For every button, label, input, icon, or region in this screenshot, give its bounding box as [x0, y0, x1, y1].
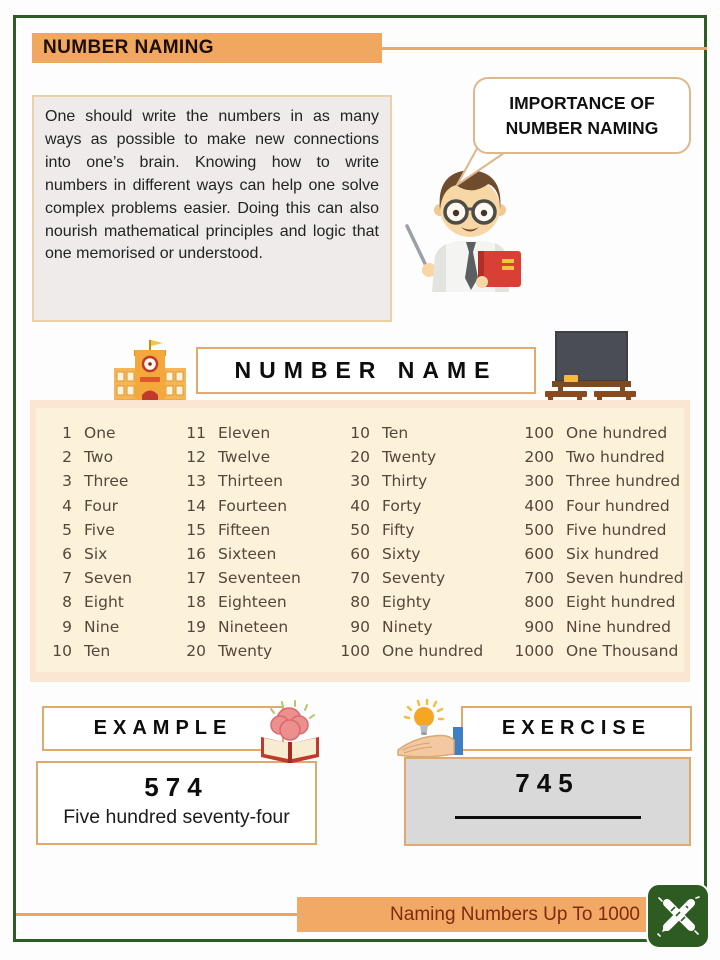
number-table-column	[508, 421, 684, 663]
number-value: 6	[62, 545, 72, 564]
number-value: 40	[350, 496, 370, 515]
number-value: 300	[524, 472, 554, 491]
number-table-column	[328, 421, 483, 663]
number-row	[328, 590, 483, 614]
number-name: Eight	[84, 593, 124, 612]
number-name: Eighteen	[218, 593, 287, 612]
number-row	[176, 615, 301, 639]
number-row	[176, 445, 301, 469]
number-name: Twelve	[218, 448, 271, 467]
number-name: Nine	[84, 617, 120, 636]
number-name: Seventeen	[218, 569, 301, 588]
number-row	[46, 615, 132, 639]
number-name: Seventy	[382, 569, 446, 588]
number-row	[46, 445, 132, 469]
number-name: Five hundred	[566, 520, 667, 539]
exercise-number: 745	[515, 768, 580, 798]
number-row	[328, 639, 483, 663]
number-row	[508, 421, 684, 445]
number-table-column	[176, 421, 301, 663]
number-name: Two	[84, 448, 114, 467]
example-number-name: Five hundred seventy-four	[63, 806, 290, 828]
number-value: 10	[52, 641, 72, 660]
number-name: One hundred	[566, 424, 668, 442]
footer-bar	[297, 897, 656, 932]
number-name: Three hundred	[566, 472, 681, 491]
number-value: 11	[186, 424, 206, 442]
number-value: 18	[186, 593, 206, 612]
number-row	[328, 469, 483, 493]
number-name: Three	[84, 472, 129, 491]
number-row	[176, 566, 301, 590]
number-value: 20	[186, 641, 206, 660]
number-name: Seven	[84, 569, 132, 588]
number-row	[508, 542, 684, 566]
number-row	[508, 615, 684, 639]
number-value: 4	[62, 496, 72, 515]
number-row	[508, 518, 684, 542]
example-number: 574	[144, 772, 209, 802]
number-name: Seven hundred	[566, 569, 684, 588]
number-value: 30	[350, 472, 370, 491]
number-row	[46, 542, 132, 566]
footer-title: Naming Numbers Up To 1000	[390, 903, 640, 925]
page-title: NUMBER NAMING	[43, 37, 214, 58]
number-row	[176, 590, 301, 614]
brain-book-icon	[257, 697, 323, 765]
example-header-label: EXAMPLE	[93, 717, 233, 739]
number-name: Two hundred	[566, 448, 665, 467]
number-value: 5	[62, 520, 72, 539]
number-value: 600	[524, 545, 554, 564]
number-value: 9	[62, 617, 72, 636]
number-row	[176, 421, 301, 445]
number-row	[508, 639, 684, 663]
number-row	[46, 639, 132, 663]
number-name: Fifteen	[218, 520, 271, 539]
number-name: Fifty	[382, 520, 415, 539]
number-value: 400	[524, 496, 554, 515]
number-value: 900	[524, 617, 554, 636]
number-table-column	[46, 421, 132, 663]
number-value: 60	[350, 545, 370, 564]
number-name-banner	[196, 347, 536, 394]
banner-label: NUMBER NAME	[234, 357, 498, 383]
number-row	[176, 639, 301, 663]
number-row	[176, 469, 301, 493]
number-name: One	[84, 424, 116, 442]
number-row	[46, 518, 132, 542]
number-value: 80	[350, 593, 370, 612]
number-value: 14	[186, 496, 206, 515]
number-name: Twenty	[382, 448, 437, 467]
number-row	[176, 542, 301, 566]
number-name: Thirteen	[218, 472, 283, 491]
number-name: Four hundred	[566, 496, 670, 515]
number-value: 90	[350, 617, 370, 636]
number-value: 3	[62, 472, 72, 491]
number-row	[46, 494, 132, 518]
number-name: Forty	[382, 496, 422, 515]
intro-paragraph: One should write the numbers in as many ways as possible to make new connections into one’s brain. Knowing how to write numbers in different ways can help one solve complex problems easier. Doing this can also nourish mathematical principles and logic that one memorised or understood.	[32, 95, 392, 322]
number-value: 8	[62, 593, 72, 612]
number-row	[328, 518, 483, 542]
number-name: Ten	[84, 641, 111, 660]
number-value: 13	[186, 472, 206, 491]
number-table-background	[30, 400, 690, 682]
number-value: 17	[186, 569, 206, 588]
number-name: Fourteen	[218, 496, 288, 515]
example-box	[36, 761, 317, 845]
number-value: 100	[340, 641, 370, 660]
number-value: 15	[186, 520, 206, 539]
number-value: 800	[524, 593, 554, 612]
brand-logo	[646, 883, 710, 949]
number-value: 700	[524, 569, 554, 588]
speech-bubble-line2: NUMBER NAMING	[505, 117, 659, 138]
number-name: Sixteen	[218, 545, 277, 564]
number-value: 70	[350, 569, 370, 588]
number-value: 10	[350, 424, 370, 442]
number-row	[328, 615, 483, 639]
number-row	[46, 590, 132, 614]
number-name: Five	[84, 520, 115, 539]
crossed-pencil-ruler-icon	[655, 893, 701, 939]
number-row	[46, 469, 132, 493]
number-name: Eighty	[382, 593, 432, 612]
number-value: 100	[524, 424, 554, 442]
number-name: Thirty	[382, 472, 428, 491]
number-row	[328, 542, 483, 566]
speech-bubble-line1: IMPORTANCE OF	[509, 92, 655, 113]
number-row	[508, 566, 684, 590]
number-name: Eight hundred	[566, 593, 676, 612]
number-value: 2	[62, 448, 72, 467]
number-value: 200	[524, 448, 554, 467]
number-row	[176, 494, 301, 518]
number-row	[328, 445, 483, 469]
number-name: Ninety	[382, 617, 433, 636]
example-header	[42, 706, 284, 751]
number-value: 50	[350, 520, 370, 539]
number-name: Twenty	[218, 641, 273, 660]
number-row	[46, 421, 132, 445]
number-name: One hundred	[382, 641, 484, 660]
title-bar	[32, 33, 382, 63]
exercise-header-label: EXERCISE	[501, 717, 652, 739]
title-rule-line	[382, 47, 707, 50]
number-name: Nineteen	[218, 617, 289, 636]
number-row	[328, 566, 483, 590]
number-row	[508, 445, 684, 469]
number-value: 1	[62, 424, 72, 442]
number-value: 20	[350, 448, 370, 467]
answer-line	[455, 816, 641, 819]
number-value: 19	[186, 617, 206, 636]
number-row	[328, 494, 483, 518]
number-value: 12	[186, 448, 206, 467]
number-value: 500	[524, 520, 554, 539]
number-value: 16	[186, 545, 206, 564]
exercise-header	[461, 706, 692, 751]
number-table	[36, 408, 684, 672]
number-name: Sixty	[382, 545, 421, 564]
number-name: Four	[84, 496, 119, 515]
number-row	[46, 566, 132, 590]
number-name: Eleven	[218, 424, 271, 442]
exercise-box	[404, 757, 691, 846]
number-value: 7	[62, 569, 72, 588]
number-row	[508, 494, 684, 518]
number-row	[176, 518, 301, 542]
number-name: One Thousand	[566, 641, 679, 660]
footer-rule-line	[16, 913, 297, 916]
number-name: Nine hundred	[566, 617, 671, 636]
speech-bubble	[473, 77, 691, 154]
number-name: Six hundred	[566, 545, 659, 564]
number-name: Ten	[382, 424, 409, 442]
hand-lightbulb-icon	[396, 698, 474, 764]
number-name: Six	[84, 545, 108, 564]
number-row	[508, 469, 684, 493]
number-row	[328, 421, 483, 445]
number-value: 1000	[514, 641, 554, 660]
number-row	[508, 590, 684, 614]
